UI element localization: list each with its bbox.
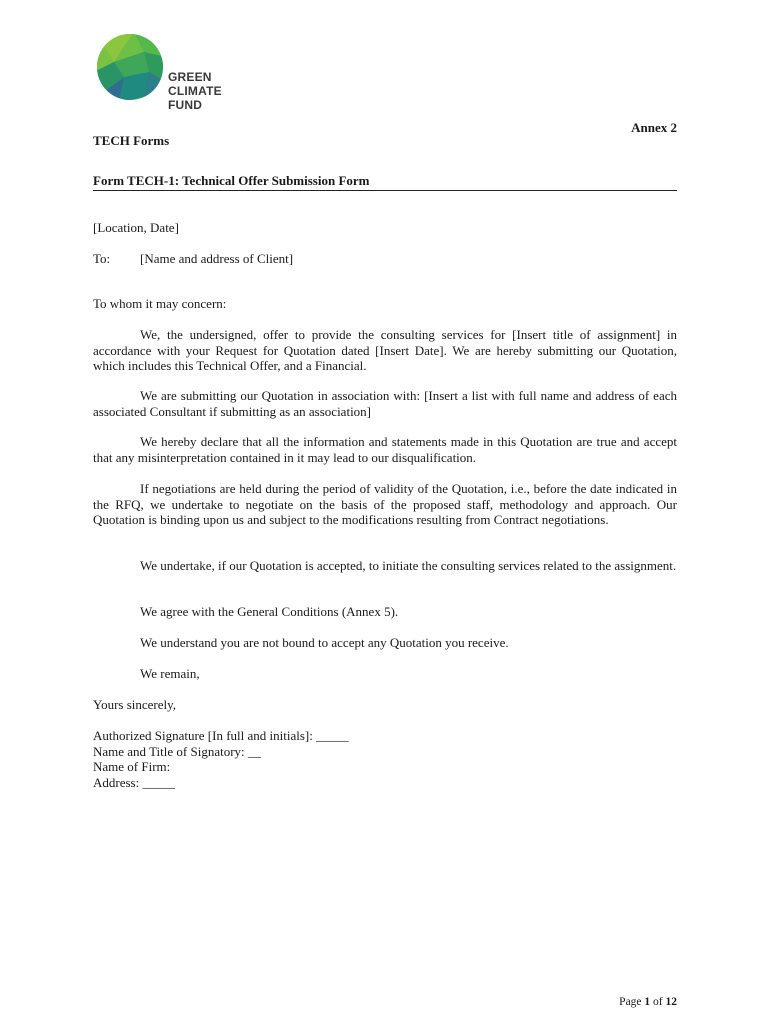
page-total: 12: [665, 996, 677, 1008]
gcf-logo: [94, 30, 234, 114]
to-line: [93, 251, 677, 267]
to-value: [Name and address of Client]: [140, 251, 294, 266]
of-label: of: [653, 996, 663, 1008]
logo-line-green: GREEN: [168, 70, 212, 84]
signatory-name-line: Name and Title of Signatory: __: [93, 743, 261, 759]
form-title: Form TECH-1: Technical Offer Submission Form: [93, 173, 677, 191]
green-climate-fund-logo-icon: [94, 32, 166, 104]
paragraph-conditions: We agree with the General Conditions (Annex 5).: [140, 604, 399, 619]
paragraph-declaration: We hereby declare that all the information and statements made in this Quotation are true and accept that any misinterpretation contained in it may lead to our disqualification.: [93, 434, 677, 465]
logo-line-fund: FUND: [168, 98, 203, 112]
page-number: 1: [644, 996, 651, 1008]
annex-label: Annex 2: [631, 120, 677, 135]
paragraph-not-bound: We understand you are not bound to accept any Quotation you receive.: [140, 635, 509, 650]
paragraph-offer: We, the undersigned, offer to provide the consulting services for [Insert title of assignment] in accordance with your Request for Quotation dated [Insert Date]. We are hereby submitting our Quotation, which includes this Technical Offer, and a Financial.: [93, 327, 677, 373]
firm-name-line: Name of Firm:: [93, 759, 171, 774]
signature-block: [93, 728, 677, 790]
paragraph-remain: We remain,: [140, 666, 200, 681]
section-title: TECH Forms: [93, 133, 170, 148]
paragraph-undertake: We undertake, if our Quotation is accepted, to initiate the consulting services related to the assignment.: [140, 558, 677, 573]
salutation: To whom it may concern:: [93, 296, 227, 311]
closing: Yours sincerely,: [93, 697, 177, 712]
address-line: Address: _____: [93, 774, 175, 790]
page-footer: [619, 996, 677, 1008]
paragraph-association: We are submitting our Quotation in association with: [Insert a list with full name and address of each associated Consultant if submitting as an association]: [93, 388, 677, 419]
to-label: To:: [93, 251, 111, 266]
logo-line-climate: CLIMATE: [168, 84, 222, 98]
page-label: Page: [619, 996, 642, 1008]
paragraph-negotiations: If negotiations are held during the period of validity of the Quotation, i.e., before the date indicated in the RFQ, we undertake to negotiate on the basis of the proposed staff, methodology and approach. Our Quotation is binding upon us and subject to the modifications resulting from Contract negotiations.: [93, 481, 677, 527]
location-date: [Location, Date]: [93, 220, 179, 235]
authorized-signature-line: Authorized Signature [In full and initials]: _____: [93, 728, 349, 743]
logo-text: [168, 70, 222, 112]
